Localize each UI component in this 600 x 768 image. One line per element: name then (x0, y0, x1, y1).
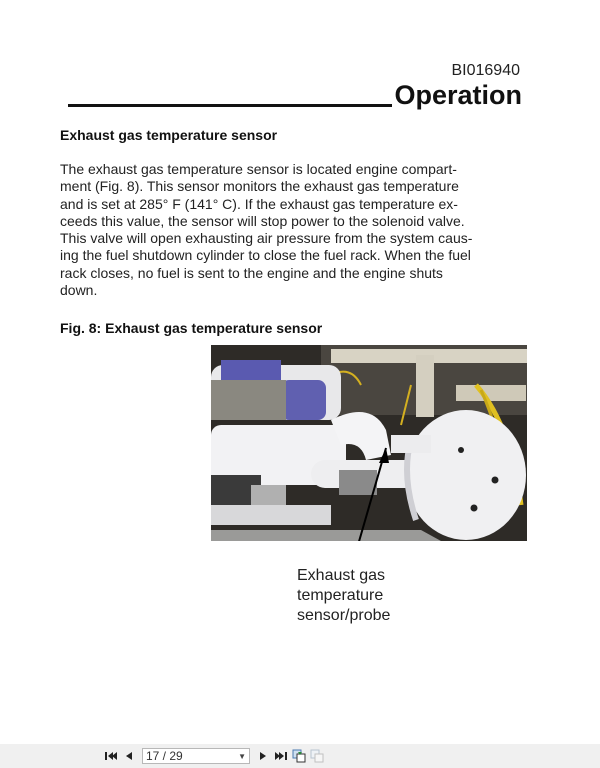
first-page-icon (105, 751, 117, 761)
content-heading: Exhaust gas temperature sensor (60, 127, 278, 143)
dropdown-arrow-icon: ▼ (238, 751, 246, 761)
figure-callout (297, 566, 390, 626)
body-line: and is set at 285° F (141° C). If the exhaust gas temperature ex- (60, 195, 458, 212)
next-page-icon (259, 751, 267, 761)
page-view-alt-icon (310, 749, 324, 763)
page-view-button[interactable] (290, 747, 308, 765)
body-line: This valve will open exhausting air pressure from the system caus- (60, 230, 473, 247)
callout-line: temperature (297, 587, 384, 604)
header-rule (68, 104, 392, 107)
page-view-alt-button[interactable] (308, 747, 326, 765)
body-line: ing the fuel shutdown cylinder to close the fuel rack. When the fuel (60, 247, 471, 264)
body-line: ceeds this value, the sensor will stop power to the solenoid valve. (60, 212, 465, 229)
figure-caption: Fig. 8: Exhaust gas temperature sensor (60, 320, 323, 336)
body-line: down. (60, 282, 98, 299)
document-id: BI016940 (451, 62, 520, 79)
previous-page-icon (125, 751, 133, 761)
previous-page-button[interactable] (120, 747, 138, 765)
first-page-button[interactable] (102, 747, 120, 765)
body-line: The exhaust gas temperature sensor is located engine compart- (60, 161, 457, 177)
callout-line: sensor/probe (297, 607, 391, 624)
last-page-button[interactable] (272, 747, 290, 765)
last-page-icon (275, 751, 287, 761)
body-line: rack closes, no fuel is sent to the engine and the engine shuts (60, 264, 443, 281)
page-number-select[interactable] (142, 748, 250, 764)
page-view-icon (292, 749, 306, 763)
viewer-toolbar (0, 744, 600, 768)
next-page-button[interactable] (254, 747, 272, 765)
page-number-value: 17 / 29 (146, 749, 183, 763)
section-title: Operation (394, 80, 522, 110)
engine-photo (211, 345, 527, 541)
body-line: ment (Fig. 8). This sensor monitors the exhaust gas temperature (60, 178, 459, 195)
callout-line: Exhaust gas (297, 567, 386, 584)
body-paragraph (60, 161, 530, 299)
